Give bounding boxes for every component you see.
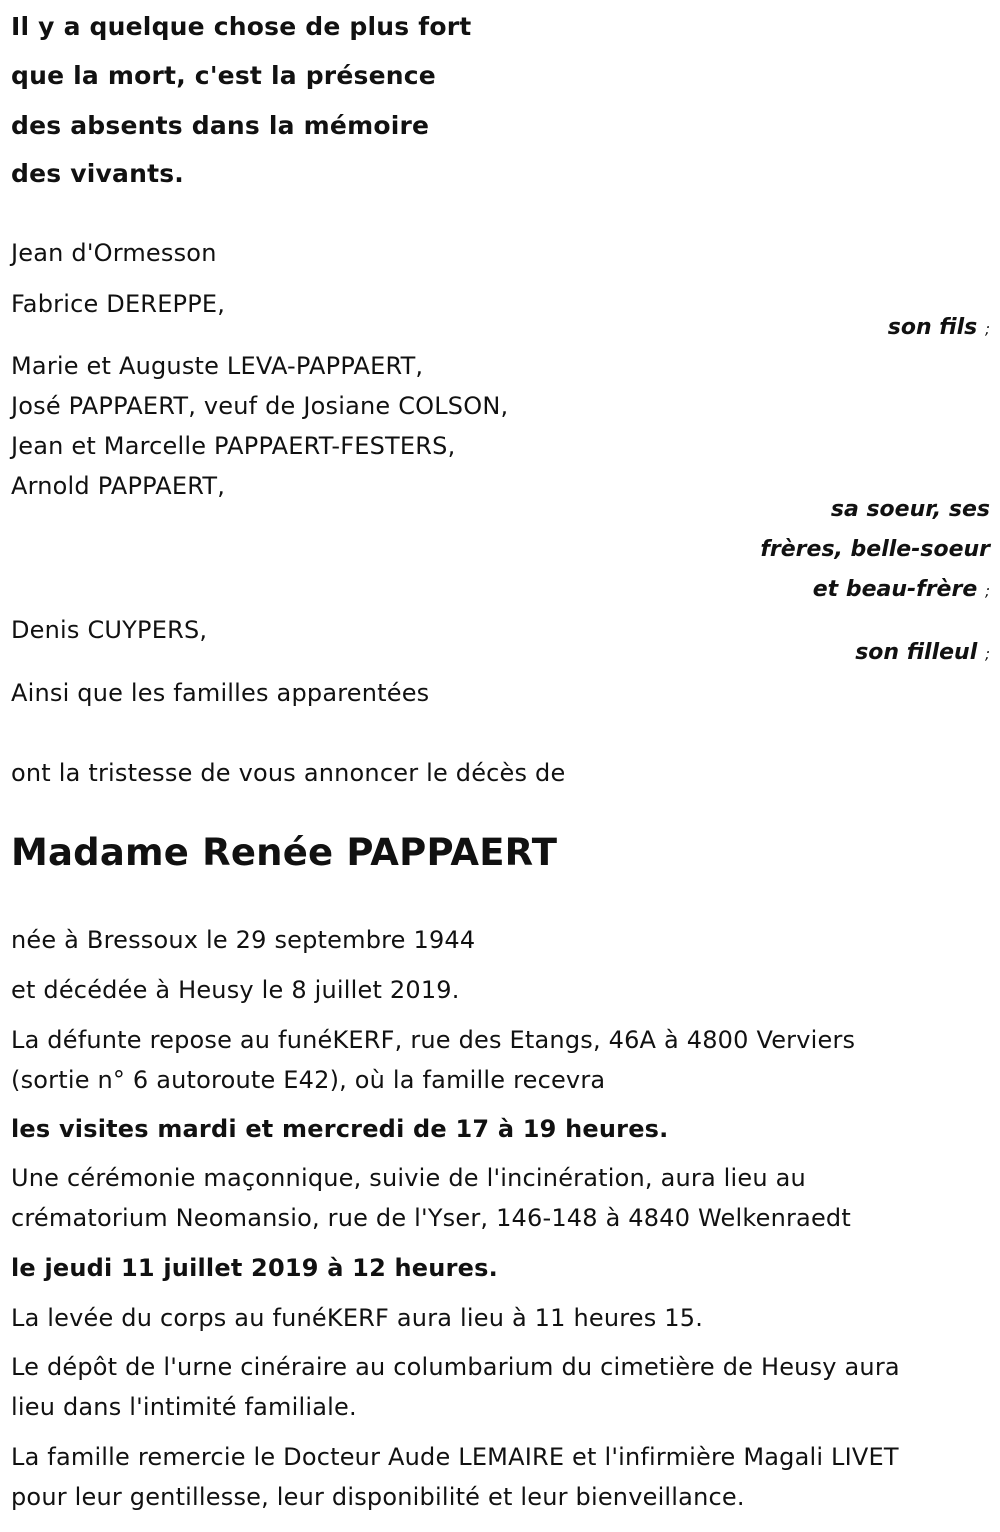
rest-line: (sortie n° 6 autoroute E42), où la famille recevra (11, 1066, 606, 1094)
quote-line-3: des absents dans la mémoire (11, 111, 430, 140)
ceremony-date: le jeudi 11 juillet 2019 à 12 heures. (11, 1254, 498, 1282)
birth-line: née à Bressoux le 29 septembre 1944 (11, 926, 476, 954)
quote-line-4: des vivants. (11, 159, 184, 188)
ceremony-line: Une cérémonie maçonnique, suivie de l'incinération, aura lieu au (11, 1164, 806, 1192)
mourner-name: Jean et Marcelle PAPPAERT-FESTERS, (11, 432, 456, 460)
mourner-name: José PAPPAERT, veuf de Josiane COLSON, (11, 392, 509, 420)
mourner-name: Arnold PAPPAERT, (11, 472, 226, 500)
relation-text: son filleul (855, 640, 978, 665)
levee-line: La levée du corps au funéKERF aura lieu à 11 heures 15. (11, 1304, 704, 1332)
deceased-name: Madame Renée PAPPAERT (11, 831, 558, 874)
mourner-name: Marie et Auguste LEVA-PAPPAERT, (11, 352, 424, 380)
announcement: ont la tristesse de vous annoncer le décès de (11, 759, 566, 787)
rest-line: La défunte repose au funéKERF, rue des Etangs, 46A à 4800 Verviers (11, 1026, 856, 1054)
relation-text: frères, belle-soeur (760, 537, 990, 562)
relation-text: son fils (887, 315, 978, 340)
thanks-line: pour leur gentillesse, leur disponibilité et leur bienveillance. (11, 1483, 745, 1511)
urn-line: lieu dans l'intimité familiale. (11, 1393, 357, 1421)
mourner-name: Fabrice DEREPPE, (11, 290, 226, 318)
relation-label (813, 570, 990, 611)
mourner-name: Denis CUYPERS, (11, 616, 208, 644)
thanks-line: La famille remercie le Docteur Aude LEMAIRE et l'infirmière Magali LIVET (11, 1443, 899, 1471)
death-line: et décédée à Heusy le 8 juillet 2019. (11, 976, 460, 1004)
relation-label (888, 308, 990, 349)
ceremony-line: crématorium Neomansio, rue de l'Yser, 146-148 à 4840 Welkenraedt (11, 1204, 851, 1232)
relation-separator: ; (984, 645, 990, 663)
relation-text: et beau-frère (812, 577, 978, 602)
relation-separator: ; (984, 320, 990, 338)
relation-label (831, 490, 990, 530)
families-line: Ainsi que les familles apparentées (11, 679, 430, 707)
quote-author: Jean d'Ormesson (11, 239, 217, 267)
visits-line: les visites mardi et mercredi de 17 à 19 heures. (11, 1115, 669, 1143)
relation-label (855, 633, 990, 674)
urn-line: Le dépôt de l'urne cinéraire au columbarium du cimetière de Heusy aura (11, 1353, 900, 1381)
relation-text: sa soeur, ses (830, 497, 990, 522)
relation-separator: ; (984, 582, 990, 600)
quote-line-2: que la mort, c'est la présence (11, 61, 436, 90)
quote-line-1: Il y a quelque chose de plus fort (11, 12, 472, 41)
relation-label (760, 530, 990, 570)
